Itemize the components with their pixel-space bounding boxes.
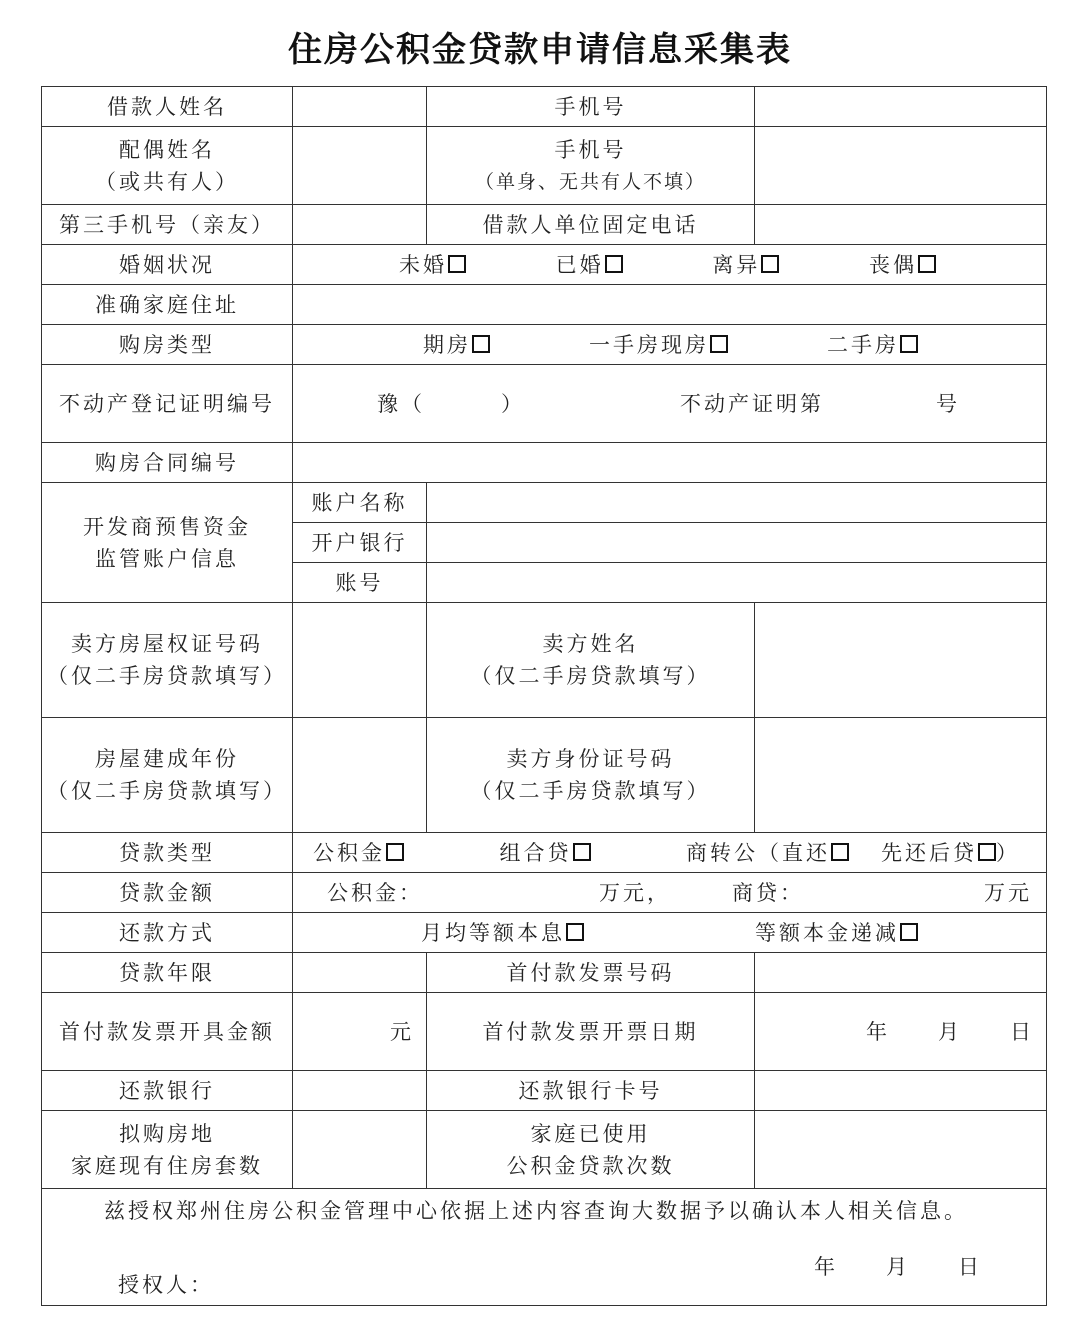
authorization-date: 年 月 日: [814, 1255, 982, 1279]
authorizer-label: 授权人：: [118, 1273, 214, 1297]
row-borrower: [42, 87, 1047, 127]
label-repay-card: 还款银行卡号: [427, 1071, 755, 1111]
marital-option-widowed[interactable]: [869, 249, 936, 281]
row-contract: [42, 443, 1047, 483]
label-property-cert-no: 不动产登记证明编号: [42, 365, 293, 443]
label-contract-no: 购房合同编号: [42, 443, 293, 483]
input-repay-card[interactable]: [755, 1071, 1047, 1111]
row-authorization: [42, 1189, 1047, 1306]
row-house-type: [42, 325, 1047, 365]
property-cert-field[interactable]: [293, 365, 1047, 443]
checkbox-resale[interactable]: [900, 335, 918, 353]
label-build-year-line2: （仅二手房贷款填写）: [47, 779, 287, 803]
checkbox-direct-repay[interactable]: [831, 843, 849, 861]
house-type-option-presale[interactable]: [423, 329, 490, 361]
label-seller-cert: [42, 603, 293, 718]
loan-type-repay-first-label: 先还后贷: [881, 840, 977, 865]
label-marital-status: 婚姻状况: [42, 245, 293, 285]
loan-amount-unit1: 万元，: [599, 880, 671, 905]
label-seller-name-line1: 卖方姓名: [542, 632, 639, 656]
checkbox-loan-gjj[interactable]: [386, 843, 404, 861]
loan-type-gjj-label: 公积金: [313, 840, 385, 865]
repay-equal-installment-label: 月均等额本息: [421, 920, 565, 945]
property-cert-suffix: 号: [936, 391, 960, 416]
label-loan-years: 贷款年限: [42, 953, 293, 993]
input-account-no[interactable]: [427, 563, 1047, 603]
label-account-no: 账号: [293, 563, 427, 603]
repay-equal-principal-label: 等额本金递减: [755, 920, 899, 945]
row-build-year: [42, 718, 1047, 833]
input-contract-no[interactable]: [293, 443, 1047, 483]
input-address[interactable]: [293, 285, 1047, 325]
repay-option-equal-installment[interactable]: [421, 917, 584, 949]
row-houses: [42, 1111, 1047, 1189]
input-loan-years[interactable]: [293, 953, 427, 993]
checkbox-equal-principal[interactable]: [900, 923, 918, 941]
loan-amount-gjj-group: [327, 877, 671, 909]
loan-amount-commercial-label: 商贷：: [732, 880, 804, 905]
label-build-year: [42, 718, 293, 833]
loan-type-option-transfer: [686, 837, 1020, 869]
house-type-presale-label: 期房: [423, 332, 471, 357]
row-seller-cert: [42, 603, 1047, 718]
marital-option-divorced[interactable]: [712, 249, 779, 281]
input-seller-name[interactable]: [755, 603, 1047, 718]
label-house-type: 购房类型: [42, 325, 293, 365]
house-type-new-label: 一手房现房: [589, 332, 709, 357]
label-used-loans-line2: 公积金贷款次数: [506, 1153, 675, 1178]
loan-amount-commercial-group: [732, 877, 1032, 909]
property-cert-suffix-group: [680, 388, 960, 420]
checkbox-divorced[interactable]: [761, 255, 779, 273]
application-form-table: [41, 86, 1047, 1306]
label-seller-id-line1: 卖方身份证号码: [506, 747, 675, 771]
row-down-invoice-amount: [42, 993, 1047, 1071]
label-house-count-line1: 拟购房地: [119, 1121, 215, 1146]
checkbox-widowed[interactable]: [918, 255, 936, 273]
row-repay-method: [42, 913, 1047, 953]
property-cert-mid: 不动产证明第: [680, 391, 824, 416]
label-seller-id-line2: （仅二手房贷款填写）: [470, 779, 711, 803]
property-cert-paren-close: ）: [501, 391, 525, 416]
label-house-count-line2: 家庭现有住房套数: [71, 1153, 263, 1178]
label-seller-cert-line1: 卖方房屋权证号码: [71, 632, 263, 656]
label-build-year-line1: 房屋建成年份: [95, 747, 239, 771]
label-spouse-phone: [427, 127, 755, 205]
label-work-phone: 借款人单位固定电话: [427, 205, 755, 245]
label-used-loans-line1: 家庭已使用: [530, 1121, 651, 1146]
house-type-option-resale[interactable]: [827, 329, 918, 361]
row-loan-amount: [42, 873, 1047, 913]
unit-yuan: 元: [390, 1019, 414, 1044]
property-cert-prefix-group: [377, 388, 525, 420]
loan-amount-unit2: 万元: [984, 880, 1032, 905]
row-address: [42, 285, 1047, 325]
input-work-phone[interactable]: [755, 205, 1047, 245]
label-loan-amount: 贷款金额: [42, 873, 293, 913]
label-spouse-phone-line1: 手机号: [554, 137, 627, 162]
label-spouse-name-line2: （或共有人）: [95, 169, 239, 194]
label-spouse-phone-line2: （单身、无共有人不填）: [474, 170, 706, 193]
loan-type-option-gjj[interactable]: [313, 837, 404, 869]
checkbox-married[interactable]: [605, 255, 623, 273]
row-loan-years: [42, 953, 1047, 993]
input-seller-id[interactable]: [755, 718, 1047, 833]
label-address: 准确家庭住址: [42, 285, 293, 325]
input-borrower-name[interactable]: [293, 87, 427, 127]
label-down-invoice-amount: 首付款发票开具金额: [42, 993, 293, 1071]
input-bank[interactable]: [427, 523, 1047, 563]
marital-option-unmarried-label: 未婚: [399, 252, 447, 277]
loan-amount-field[interactable]: [293, 873, 1047, 913]
input-third-phone[interactable]: [293, 205, 427, 245]
label-dev-account: [42, 483, 293, 603]
input-account-name[interactable]: [427, 483, 1047, 523]
label-dev-account-line2: 监管账户信息: [95, 546, 239, 571]
marital-option-divorced-label: 离异: [712, 252, 761, 277]
marital-options: [293, 245, 1047, 285]
checkbox-equal-installment[interactable]: [566, 923, 584, 941]
row-loan-type: [42, 833, 1047, 873]
label-down-invoice-no: 首付款发票号码: [427, 953, 755, 993]
authorization-statement: 兹授权郑州住房公积金管理中心依据上述内容查询大数据予以确认本人相关信息。: [104, 1199, 968, 1223]
label-seller-name-line2: （仅二手房贷款填写）: [470, 664, 711, 688]
label-dev-account-line1: 开发商预售资金: [83, 514, 251, 539]
marital-option-married[interactable]: [556, 249, 623, 281]
marital-option-widowed-label: 丧偶: [868, 252, 917, 277]
label-seller-name: [427, 603, 755, 718]
checkbox-presale[interactable]: [472, 335, 490, 353]
checkbox-new-house[interactable]: [710, 335, 728, 353]
label-bank: 开户银行: [293, 523, 427, 563]
repay-method-options: [293, 913, 1047, 953]
label-borrower-name: 借款人姓名: [42, 87, 293, 127]
marital-option-married-label: 已婚: [555, 252, 604, 277]
input-down-invoice-amount[interactable]: [293, 993, 427, 1071]
input-house-count[interactable]: [293, 1111, 427, 1189]
loan-type-options: [293, 833, 1047, 873]
row-spouse: [42, 127, 1047, 205]
row-dev-account-name: [42, 483, 1047, 523]
house-type-option-new[interactable]: [589, 329, 728, 361]
label-seller-id: [427, 718, 755, 833]
input-down-invoice-no[interactable]: [755, 953, 1047, 993]
label-loan-type: 贷款类型: [42, 833, 293, 873]
loan-type-combo-label: 组合贷: [499, 840, 572, 865]
invoice-date-placeholder: 年 月 日: [866, 1019, 1034, 1044]
loan-type-transfer-label: 商转公（直还: [686, 840, 830, 865]
property-cert-prefix: 豫（: [377, 391, 425, 416]
repay-option-equal-principal[interactable]: [755, 917, 918, 949]
checkbox-repay-first[interactable]: [978, 843, 996, 861]
label-spouse-name-line1: 配偶姓名: [119, 137, 215, 162]
input-repay-bank[interactable]: [293, 1071, 427, 1111]
label-spouse-name: [42, 127, 293, 205]
input-phone[interactable]: [755, 87, 1047, 127]
label-used-loans: [427, 1111, 755, 1189]
checkbox-loan-combo[interactable]: [573, 843, 591, 861]
form-title: 住房公积金贷款申请信息采集表: [288, 30, 792, 70]
row-repay-bank: [42, 1071, 1047, 1111]
checkbox-unmarried[interactable]: [448, 255, 466, 273]
input-spouse-name[interactable]: [293, 127, 427, 205]
row-third-phone: [42, 205, 1047, 245]
input-build-year[interactable]: [293, 718, 427, 833]
loan-amount-gjj-label: 公积金：: [327, 880, 423, 905]
label-seller-cert-line2: （仅二手房贷款填写）: [47, 664, 287, 688]
row-marital: [42, 245, 1047, 285]
loan-type-transfer-close: ）: [996, 840, 1020, 865]
house-type-resale-label: 二手房: [827, 332, 899, 357]
input-seller-cert[interactable]: [293, 603, 427, 718]
loan-type-option-combo[interactable]: [500, 837, 591, 869]
row-property-cert: [42, 365, 1047, 443]
label-house-count: [42, 1111, 293, 1189]
house-type-options: [293, 325, 1047, 365]
authorization-cell: [42, 1189, 1047, 1306]
label-repay-bank: 还款银行: [42, 1071, 293, 1111]
label-repay-method: 还款方式: [42, 913, 293, 953]
input-spouse-phone[interactable]: [755, 127, 1047, 205]
label-third-phone: 第三手机号（亲友）: [42, 205, 293, 245]
marital-option-unmarried[interactable]: [399, 249, 466, 281]
label-down-invoice-date: 首付款发票开票日期: [427, 993, 755, 1071]
input-down-invoice-date[interactable]: [755, 993, 1047, 1071]
input-used-loans[interactable]: [755, 1111, 1047, 1189]
label-phone: 手机号: [427, 87, 755, 127]
label-account-name: 账户名称: [293, 483, 427, 523]
